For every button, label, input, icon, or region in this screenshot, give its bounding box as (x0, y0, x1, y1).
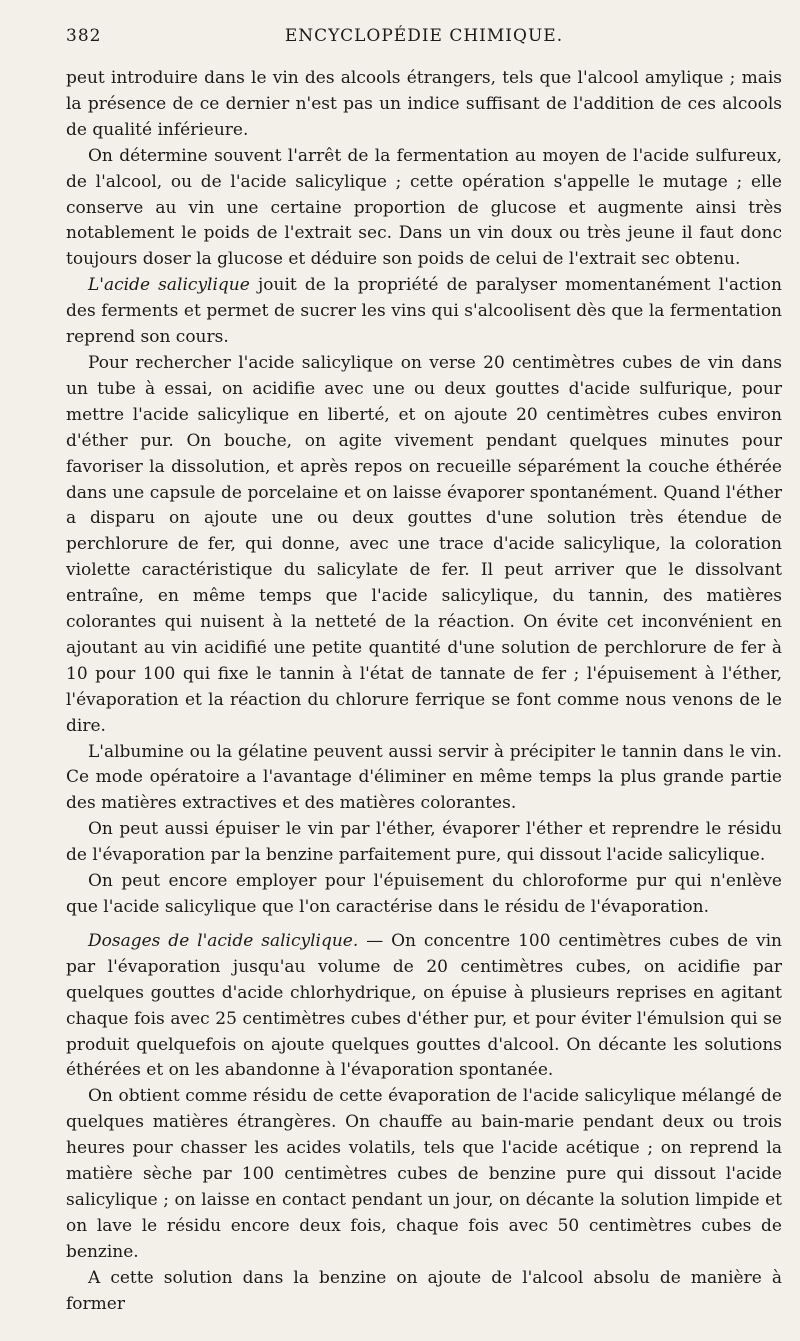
paragraph-5: L'albumine ou la gélatine peuvent aussi servir à précipiter le tannin dans le vin. Ce mode opératoire a l'avantage d'éliminer en même temps la plus grande partie des matières extractives et des matières colorantes. (66, 741, 782, 814)
paragraph-8-text: — On concentre 100 centimètres cubes de vin par l'évaporation jusqu'au volume de 20 centimètres cubes, on acidifie par quelques gouttes d'acide chlorhydrique, on épuise à plusieurs reprises en agitant chaque fois avec 25 centimètres cubes d'éther pur, et pour éviter l'émulsion qui se produit quelquefois on ajoute quelques gouttes d'alcool. On décante les solutions éthérées et on les abandonne à l'évaporation spontanée. (66, 930, 782, 1081)
paragraph-3 (66, 273, 782, 351)
paragraph-1: peut introduire dans le vin des alcools étrangers, tels que l'alcool amylique ; mais la présence de ce dernier n'est pas un indice suffisant de l'addition de ces alcools de qualité inférieure. (66, 68, 782, 140)
running-title: ENCYCLOPÉDIE CHIMIQUE. (284, 26, 564, 46)
dosages-heading: Dosages de l'acide salicylique. (88, 930, 359, 951)
paragraph-6: On peut aussi épuiser le vin par l'éther, évaporer l'éther et reprendre le résidu de l'évaporation par la benzine parfaitement pure, qui dissout l'acide salicylique. (66, 819, 782, 866)
page-header (66, 26, 782, 66)
acide-salicylique-heading: L'acide salicylique (88, 275, 250, 296)
paragraph-8 (66, 929, 782, 1084)
paragraph-3-text: jouit de la propriété de paralyser momentanément l'action des ferments et permet de sucrer les vins qui s'alcoolisent dès que la fermentation reprend son cours. (66, 275, 782, 348)
paragraph-10: A cette solution dans la benzine on ajoute de l'alcool absolu de manière à former (66, 1267, 782, 1314)
paragraph-4: Pour rechercher l'acide salicylique on verse 20 centimètres cubes de vin dans un tube à essai, on acidifie avec une ou deux gouttes d'acide sulfurique, pour mettre l'acide salicylique en liberté, et on ajoute 20 centimètres cubes environ d'éther pur. On bouche, on agite vivement pendant quelques minutes pour favoriser la dissolution, et après repos on recueille séparément la couche éthérée dans une capsule de porcelaine et on laisse évaporer spontanément. Quand l'éther a disparu on ajoute une ou deux gouttes d'une solution très étendue de perchlorure de fer, qui donne, avec une trace d'acide salicylique, la coloration violette caractéristique du salicylate de fer. Il peut arriver que le dissolvant entraîne, en même temps que l'acide salicylique, du tannin, des matières colorantes qui nuisent à la netteté de la réaction. On évite cet inconvénient en ajoutant au vin acidifié une petite quantité d'une solution de perchlorure de fer à 10 pour 100 qui fixe le tannin à l'état de tannate de fer ; l'épuisement à l'éther, l'évaporation et la réaction du chlorure ferrique se font comme nous venons de le dire. (66, 352, 782, 736)
paragraph-9: On obtient comme résidu de cette évaporation de l'acide salicylique mélangé de quelques matières étrangères. On chauffe au bain-marie pendant deux ou trois heures pour chasser les acides volatils, tels que l'acide acétique ; on reprend la matière sèche par 100 centimètres cubes de benzine pure qui dissout l'acide salicylique ; on laisse en contact pendant un jour, on décante la solution limpide et on lave le résidu encore deux fois, chaque fois avec 50 centimètres cubes de benzine. (66, 1086, 782, 1262)
page-number: 382 (66, 26, 102, 46)
paragraph-2: On détermine souvent l'arrêt de la fermentation au moyen de l'acide sulfureux, de l'alcool, ou de l'acide salicylique ; cette opération s'appelle le mutage ; elle conserve au vin une certaine proportion de glucose et augmente ainsi très notablement le poids de l'extrait sec. Dans un vin doux ou très jeune il faut donc toujours doser la glucose et déduire son poids de celui de l'extrait sec obtenu. (66, 145, 782, 270)
paragraph-7: On peut encore employer pour l'épuisement du chloroforme pur qui n'enlève que l'acide salicylique que l'on caractérise dans le résidu de l'évaporation. (66, 871, 782, 917)
